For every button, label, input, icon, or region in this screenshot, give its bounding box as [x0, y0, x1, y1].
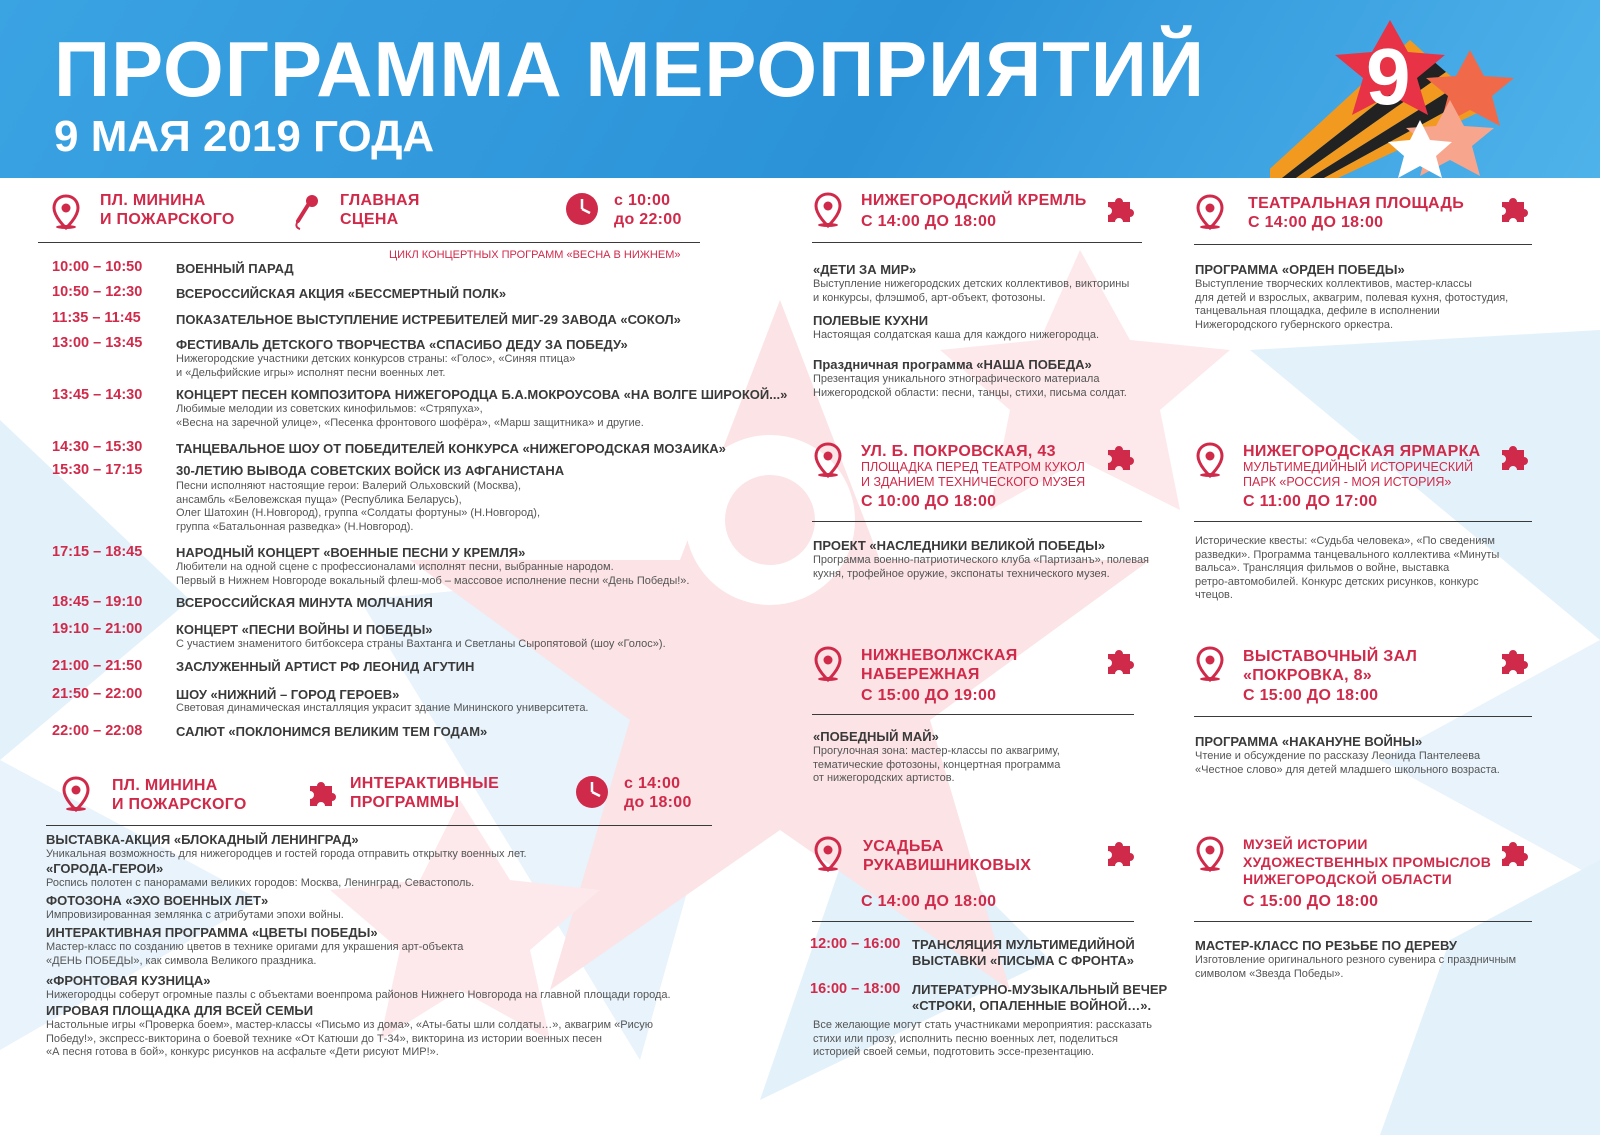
venue-fair-time: С 11:00 ДО 17:00 [1243, 493, 1378, 510]
event-time: 13:45 – 14:30 [52, 387, 143, 403]
event-time: 18:45 – 19:10 [52, 594, 143, 610]
event-description: Световая динамическая инсталляция украсит здание Мининского университета. [176, 702, 589, 714]
venue-fair-title: НИЖЕГОРОДСКАЯ ЯРМАРКА [1243, 443, 1481, 460]
divider [812, 714, 1134, 715]
event-description: Любимые мелодии из советских кинофильмов: «Стряпуха», «Весна на заречной улице», «Песенка фронтового шофёра», «Марш защитника» и другие. [176, 403, 644, 429]
event-title: ЗАСЛУЖЕННЫЙ АРТИСТ РФ ЛЕОНИД АГУТИН [176, 659, 475, 674]
venue-museum-title: МУЗЕЙ ИСТОРИИ ХУДОЖЕСТВЕННЫХ ПРОМЫСЛОВ НИЖЕГОРОДСКОЙ ОБЛАСТИ [1243, 836, 1492, 887]
venue-embankment-time: С 15:00 ДО 19:00 [861, 687, 997, 704]
venue-museum-time: С 15:00 ДО 18:00 [1243, 893, 1379, 910]
venue-theatre-title: ТЕАТРАЛЬНАЯ ПЛОЩАДЬ [1248, 195, 1464, 212]
event-time: 21:50 – 22:00 [52, 686, 143, 702]
interactive-item: ИНТЕРАКТИВНАЯ ПРОГРАММА «ЦВЕТЫ ПОБЕДЫ» Мастер-класс по созданию цветов в технике оригами для украшения арт-объекта «ДЕНЬ ПОБЕДЫ», как символа Великого праздника. [46, 925, 464, 967]
venue-item: Праздничная программа «НАША ПОБЕДА» Презентация уникального этнографического материала Нижегородской области: песни, танцы, стихи, письма солдат. [813, 357, 1127, 399]
puzzle-icon [306, 778, 336, 813]
event-title: ШОУ «НИЖНИЙ – ГОРОД ГЕРОЕВ» [176, 687, 400, 702]
main-stage-time: с 10:00 до 22:00 [614, 192, 682, 228]
interactive-location: ПЛ. МИНИНА И ПОЖАРСКОГО [112, 777, 247, 813]
interactive-item: ИГРОВАЯ ПЛОЩАДКА ДЛЯ ВСЕЙ СЕМЬИ Настольные игры «Проверка боем», мастер-классы «Письмо из дома», «Аты-баты шли солдаты…», аквагрим «Рисую Победу!», экспресс-викторина о боевой технике «От Катюши до Т-34», викторина из истории военных песен «А песня готова в бой», конкурс рисунков на асфальте «Дети рисуют МИР!». [46, 1003, 654, 1058]
location-pin-icon [814, 192, 842, 233]
event-description: Нижегородские участники детских конкурсов страны: «Голос», «Синяя птица» и «Дельфийские игры» исполнят песни военных лет. [176, 353, 576, 379]
location-pin-icon [1196, 646, 1224, 687]
event-title: ПОКАЗАТЕЛЬНОЕ ВЫСТУПЛЕНИЕ ИСТРЕБИТЕЛЕЙ МИГ-29 ЗАВОДА «СОКОЛ» [176, 312, 681, 327]
venue-item: ПРОГРАММА «ОРДЕН ПОБЕДЫ» Выступление творческих коллективов, мастер-классы для детей и взрослых, аквагрим, полевая кухня, фотостудия, танцевальная площадка, дефиле в исполнении Нижегородского губернского оркестра. [1195, 262, 1509, 331]
location-pin-icon [62, 776, 90, 817]
puzzle-icon [1104, 194, 1134, 229]
event-time: 21:00 – 21:50 [52, 658, 143, 674]
location-pin-icon [52, 194, 80, 235]
event-title: КОНЦЕРТ ПЕСЕН КОМПОЗИТОРА НИЖЕГОРОДЦА Б.А.МОКРОУСОВА «НА ВОЛГЕ ШИРОКОЙ...» [176, 387, 788, 402]
event-title: ФЕСТИВАЛЬ ДЕТСКОГО ТВОРЧЕСТВА «СПАСИБО ДЕДУ ЗА ПОБЕДУ» [176, 337, 628, 352]
venue-pokrovskaya-sub: ПЛОЩАДКА ПЕРЕД ТЕАТРОМ КУКОЛ И ЗДАНИЕМ ТЕХНИЧЕСКОГО МУЗЕЯ [861, 460, 1086, 489]
puzzle-icon [1104, 838, 1134, 873]
venue-estate-description: Все желающие могут стать участниками мероприятия: рассказать стихи или прозу, исполнить песню военных лет, поделиться историей своей семьи, подготовить эссе-презентацию. [813, 1019, 1153, 1058]
main-stage-location: ПЛ. МИНИНА И ПОЖАРСКОГО [100, 192, 235, 228]
location-pin-icon [1196, 194, 1224, 235]
venue-item: МАСТЕР-КЛАСС ПО РЕЗЬБЕ ПО ДЕРЕВУ Изготовление оригинального резного сувенира с праздничным символом «Звезда Победы». [1195, 938, 1517, 980]
interactive-item: «ФРОНТОВАЯ КУЗНИЦА» Нижегородцы соберут огромные пазлы с объектами военпрома районов Нижнего Новгорода на главной площади города. [46, 973, 671, 1001]
venue-item: ПРОГРАММА «НАКАНУНЕ ВОЙНЫ» Чтение и обсуждение по рассказу Леонида Пантелеева «Честное слово» для детей младшего школьного возраста. [1195, 734, 1500, 776]
puzzle-icon [1498, 194, 1528, 229]
venue-theatre-time: С 14:00 ДО 18:00 [1248, 214, 1384, 231]
interactive-label: ИНТЕРАКТИВНЫЕ ПРОГРАММЫ [350, 775, 500, 811]
event-time: 10:50 – 12:30 [52, 284, 143, 300]
puzzle-icon [1104, 442, 1134, 477]
venue-embankment-title: НИЖНЕВОЛЖСКАЯ НАБЕРЕЖНАЯ [861, 647, 1018, 683]
venue-kremlin-title: НИЖЕГОРОДСКИЙ КРЕМЛЬ [861, 192, 1087, 209]
event-time: 14:30 – 15:30 [52, 439, 143, 455]
event-description: Песни исполняют настоящие герои: Валерий Ольховский (Москва), ансамбль «Беловежская пуща» (Республика Беларусь), Олег Шатохин (Н.Новгород), группа «Солдаты фортуны» (Н.Новгород), группа «Батальонная разведка» (Н.Новгород). [176, 480, 541, 533]
emblem-number: 9 [1366, 32, 1411, 121]
event-description: С участием знаменитого битбоксера страны Вахтанга и Светланы Сыропятовой (шоу «Голос»). [176, 638, 666, 650]
event-description: Любители на одной сцене с профессионалами исполнят песни, выбранные народом. Первый в Нижнем Новгороде вокальный флеш-моб – массовое исполнение песни «День Победы!». [176, 561, 690, 587]
event-title: ВСЕРОССИЙСКАЯ АКЦИЯ «БЕССМЕРТНЫЙ ПОЛК» [176, 286, 507, 301]
event-title: ВОЕННЫЙ ПАРАД [176, 261, 294, 276]
interactive-time: с 14:00 до 18:00 [624, 775, 692, 811]
divider [46, 825, 712, 826]
event-title: САЛЮТ «ПОКЛОНИМСЯ ВЕЛИКИМ ТЕМ ГОДАМ» [176, 724, 488, 739]
cycle-note: ЦИКЛ КОНЦЕРТНЫХ ПРОГРАММ «ВЕСНА В НИЖНЕМ» [389, 249, 681, 261]
venue-estate-time: С 14:00 ДО 18:00 [861, 893, 997, 910]
puzzle-icon [1104, 646, 1134, 681]
location-pin-icon [814, 836, 842, 877]
clock-icon [574, 774, 610, 815]
page-date: 9 МАЯ 2019 ГОДА [54, 112, 435, 161]
venue-hall-title: ВЫСТАВОЧНЫЙ ЗАЛ «ПОКРОВКА, 8» [1243, 648, 1418, 684]
event-title: ТАНЦЕВАЛЬНОЕ ШОУ ОТ ПОБЕДИТЕЛЕЙ КОНКУРСА «НИЖЕГОРОДСКАЯ МОЗАИКА» [176, 441, 726, 456]
puzzle-icon [1498, 838, 1528, 873]
divider [38, 242, 700, 243]
divider [1194, 716, 1532, 717]
interactive-item: ВЫСТАВКА-АКЦИЯ «БЛОКАДНЫЙ ЛЕНИНГРАД» Уникальная возможность для нижегородцев и гостей города отправить открытку военных лет. [46, 832, 527, 860]
event-time: 19:10 – 21:00 [52, 621, 143, 637]
interactive-item: «ГОРОДА-ГЕРОИ» Роспись полотен с панорамами великих городов: Москва, Ленинград, Севастополь. [46, 861, 475, 889]
event-time: 11:35 – 11:45 [52, 310, 141, 326]
puzzle-icon [1498, 646, 1528, 681]
page-title: ПРОГРАММА МЕРОПРИЯТИЙ [54, 25, 1206, 113]
event-title: НАРОДНЫЙ КОНЦЕРТ «ВОЕННЫЕ ПЕСНИ У КРЕМЛЯ» [176, 545, 526, 560]
divider [1194, 244, 1532, 245]
divider [1194, 921, 1532, 922]
venue-hall-time: С 15:00 ДО 18:00 [1243, 687, 1379, 704]
divider [812, 521, 1142, 522]
venue-item: «ПОБЕДНЫЙ МАЙ» Прогулочная зона: мастер-классы по аквагриму, тематические фотозоны, концертная программа от нижегородских артистов. [813, 729, 1061, 784]
microphone-icon [292, 193, 320, 236]
event-time: 17:15 – 18:45 [52, 544, 143, 560]
interactive-item: ФОТОЗОНА «ЭХО ВОЕННЫХ ЛЕТ» Импровизированная землянка с атрибутами эпохи войны. [46, 893, 344, 921]
location-pin-icon [1196, 836, 1224, 877]
location-pin-icon [814, 442, 842, 483]
event-title: ВСЕРОССИЙСКАЯ МИНУТА МОЛЧАНИЯ [176, 595, 433, 610]
event-time: 13:00 – 13:45 [52, 335, 143, 351]
event-title: 30-ЛЕТИЮ ВЫВОДА СОВЕТСКИХ ВОЙСК ИЗ АФГАНИСТАНА [176, 463, 565, 478]
venue-pokrovskaya-time: С 10:00 ДО 18:00 [861, 493, 997, 510]
event-time: 15:30 – 17:15 [52, 462, 143, 478]
clock-icon [564, 191, 600, 232]
venue-item: Исторические квесты: «Судьба человека», «По сведениям разведки». Программа танцевального коллектива «Минуты вальса». Трансляция фильмов о войне, выставка ретро-автомобилей. Конкурс детских рисунков, конкурс чтецов. [1195, 535, 1500, 601]
event-title: КОНЦЕРТ «ПЕСНИ ВОЙНЫ И ПОБЕДЫ» [176, 622, 433, 637]
venue-item: ПОЛЕВЫЕ КУХНИ Настоящая солдатская каша для каждого нижегородца. [813, 313, 1100, 341]
venue-kremlin-time: С 14:00 ДО 18:00 [861, 213, 997, 230]
venue-fair-sub: МУЛЬТИМЕДИЙНЫЙ ИСТОРИЧЕСКИЙ ПАРК «РОССИЯ - МОЯ ИСТОРИЯ» [1243, 460, 1474, 489]
divider [1194, 521, 1532, 522]
location-pin-icon [1196, 442, 1224, 483]
venue-estate-title: УСАДЬБА РУКАВИШНИКОВЫХ [863, 838, 1032, 874]
venue-item: ПРОЕКТ «НАСЛЕДНИКИ ВЕЛИКОЙ ПОБЕДЫ» Программа военно-патриотического клуба «Партизанъ», полевая кухня, трофейное оружие, экспонаты технического музея. [813, 538, 1150, 580]
location-pin-icon [814, 646, 842, 687]
venue-pokrovskaya-title: УЛ. Б. ПОКРОВСКАЯ, 43 [861, 443, 1056, 460]
venue-item: «ДЕТИ ЗА МИР» Выступление нижегородских детских коллективов, викторины и конкурсы, флэшмоб, арт-объект, фотозоны. [813, 262, 1130, 304]
event-time: 10:00 – 10:50 [52, 259, 143, 275]
puzzle-icon [1498, 442, 1528, 477]
main-stage-label: ГЛАВНАЯ СЦЕНА [340, 192, 420, 228]
divider [812, 921, 1134, 922]
event-time: 22:00 – 22:08 [52, 723, 143, 739]
divider [812, 242, 1142, 243]
